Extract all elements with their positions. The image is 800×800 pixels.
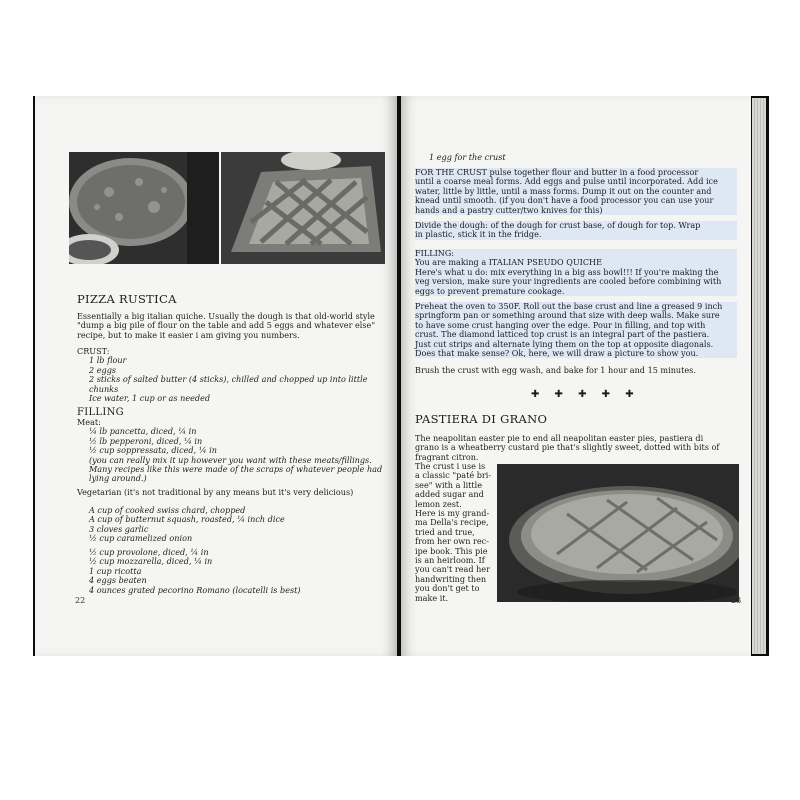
filling-line: FILLING:	[415, 248, 455, 258]
side-line: is an heirloom. If	[415, 555, 485, 566]
side-line: The crust i use is	[415, 461, 486, 471]
cheese-item: ½ cup mozzarella, diced, ¼ in	[89, 556, 213, 567]
divide-line: Divide the dough: of the dough for crust base, of dough for top. Wrap	[415, 220, 701, 230]
intro-line: Essentially a big italian quiche. Usually the dough is that old-world style	[77, 311, 375, 321]
meat-label: Meat:	[77, 417, 101, 427]
crust-item: Ice water, 1 cup or as needed	[89, 393, 211, 404]
meat-section	[77, 418, 387, 484]
oven-line: Just cut strips and alternate lying them on the top at opposite diagonals.	[415, 338, 714, 349]
crust-method-line: FOR THE CRUST pulse together flour and butter in a food processor	[415, 167, 699, 177]
side-line: added sugar and	[415, 489, 484, 500]
cheese-item: 1 cup ricotta	[89, 565, 142, 576]
meat-item: lying around.)	[89, 473, 147, 484]
veg-item: ½ cup caramelized onion	[89, 533, 193, 544]
filling-line: Here's what u do: mix everything in a big ass bowl!!! If you're making the	[415, 266, 719, 277]
cheese-item: 4 eggs beaten	[89, 575, 147, 586]
side-line: you don't get to	[415, 583, 480, 594]
crust-method-line: knead until smooth. (if you don't have a food processor you can use your	[415, 195, 714, 206]
oven-paragraph	[415, 302, 737, 358]
intro-line: recipe, but to make it easier i am giving you numbers.	[77, 329, 300, 340]
veg-section	[77, 506, 387, 544]
oven-line: Preheat the oven to 350F. Roll out the base crust and line a greased 9 inch	[415, 301, 723, 311]
pastiera-intro-line: grano is a wheatberry custard pie that's slightly sweet, dotted with bits of	[415, 442, 720, 453]
meat-item: ¼ lb pancetta, diced, ¼ in	[89, 426, 197, 437]
left-page	[35, 96, 397, 656]
crust-method-line: hands and a pastry cutter/two knives for this)	[415, 204, 603, 215]
side-line: ma Della's recipe,	[415, 517, 489, 528]
pastiera-side-text	[415, 462, 495, 603]
side-line: handwriting then	[415, 573, 487, 584]
page-number-left: 22	[75, 596, 86, 605]
filling-line: eggs to prevent premature cookage.	[415, 285, 565, 296]
crust-section	[77, 347, 387, 403]
oven-line: crust. The diamond latticed top crust is an integral part of the pastiera.	[415, 329, 710, 340]
pastiera-photo	[497, 464, 739, 602]
meat-item: ½ cup soppressata, diced, ¼ in	[89, 445, 217, 456]
meat-item: ½ lb pepperoni, diced, ¼ in	[89, 435, 203, 446]
veg-item: A cup of cooked swiss chard, chopped	[89, 505, 246, 515]
oven-line: Does that make sense? Ok, here, we will draw a picture to show you.	[415, 348, 699, 359]
recipe-title-pastiera: PASTIERA DI GRANO	[415, 412, 548, 426]
recipe-title-pizza-rustica: PIZZA RUSTICA	[77, 292, 177, 306]
pastiera-intro-line: The neapolitan easter pie to end all neapolitan easter pies, pastiera di	[415, 433, 704, 443]
cheese-item: 4 ounces grated pecorino Romano (locatelli is best)	[89, 584, 301, 595]
side-line: make it.	[415, 592, 449, 603]
page-number-right: 23	[731, 596, 742, 605]
side-line: see" with a little	[415, 479, 483, 490]
cheese-item: ½ cup provolone, diced, ¼ in	[89, 547, 209, 557]
filling-line: veg version, make sure your ingredients are cooled before combining with	[415, 276, 722, 287]
open-book	[33, 96, 769, 656]
crust-item: 1 lb flour	[89, 355, 127, 366]
divide-line: in plastic, stick it in the fridge.	[415, 229, 542, 240]
crust-method-line: until a coarse meal forms. Add eggs and pulse until incorporated. Add ice	[415, 176, 718, 187]
filling-heading: FILLING	[77, 407, 124, 418]
pastiera-intro	[415, 434, 737, 462]
side-line: a classic "paté bri-	[415, 470, 492, 481]
side-line: tried and true,	[415, 526, 475, 537]
egg-line: 1 egg for the crust	[429, 152, 506, 162]
intro-line: "dump a big pile of flour on the table and add 5 eggs and whatever else"	[77, 320, 376, 331]
oven-line: to have some crust hanging over the edge. Pour in filling, and top with	[415, 319, 706, 330]
quiche-photo-left	[69, 152, 219, 264]
meat-item: (you can really mix it up however you want with these meats/fillings.	[89, 454, 372, 465]
side-line: lemon zest.	[415, 498, 462, 509]
side-line: you can't read her	[415, 564, 490, 575]
veg-item: A cup of butternut squash, roasted, ¼ inch dice	[89, 514, 285, 525]
right-page	[401, 96, 751, 656]
lattice-photo-right	[221, 152, 385, 264]
brush-paragraph	[415, 366, 737, 375]
veg-item: 3 cloves garlic	[89, 523, 149, 534]
veg-label-text: Vegetarian (it's not traditional by any means but it's very delicious)	[77, 487, 354, 497]
filling-paragraph	[415, 249, 737, 296]
crust-method-line: water, little by little, until a mass forms. Dump it out on the counter and	[415, 185, 712, 196]
filling-line: You are making a ITALIAN PSEUDO QUICHE	[415, 257, 603, 268]
meat-item: Many recipes like this were made of the scraps of whatever people had	[89, 464, 383, 475]
crust-item: 2 sticks of salted butter (4 sticks), chilled and chopped up into little	[89, 374, 368, 385]
pastiera-intro-line: fragrant citron.	[415, 451, 479, 462]
side-line: Here is my grand-	[415, 508, 490, 519]
page-edges	[752, 98, 766, 654]
side-line: ipe book. This pie	[415, 545, 488, 556]
side-line: from her own rec-	[415, 536, 489, 547]
veg-label	[77, 488, 387, 497]
crust-item: chunks	[89, 383, 119, 394]
brush-line: Brush the crust with egg wash, and bake for 1 hour and 15 minutes.	[415, 365, 696, 375]
oven-line: springform pan or something around that size with deep walls. Make sure	[415, 310, 720, 321]
crust-method-paragraph	[415, 168, 737, 215]
section-divider: ✚ ✚ ✚ ✚ ✚	[531, 389, 640, 400]
divide-paragraph	[415, 221, 737, 240]
intro-paragraph	[77, 312, 377, 340]
crust-heading: CRUST:	[77, 346, 110, 356]
crust-item: 2 eggs	[89, 364, 117, 375]
cheese-section	[77, 548, 387, 595]
